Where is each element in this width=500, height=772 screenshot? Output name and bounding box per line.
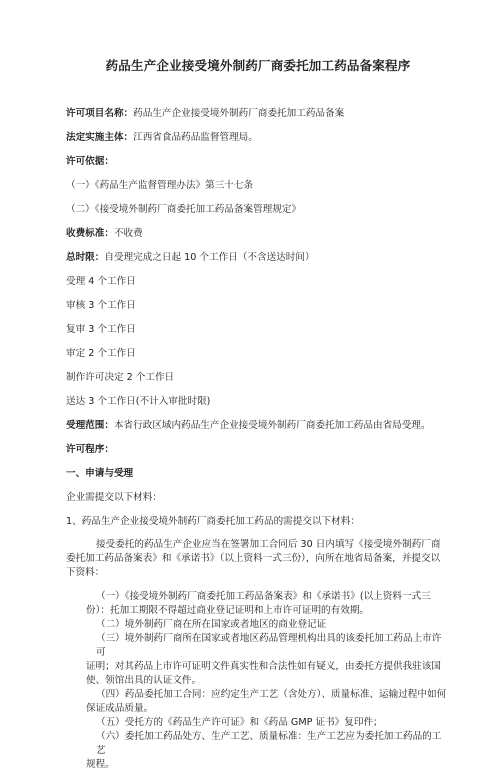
authority-value: 江西省食品药品监督管理局。: [133, 132, 258, 143]
item-name-label: 许可项目名称：: [66, 108, 134, 119]
scope-row: [66, 419, 448, 432]
basis-item-2: （二）《接受境外制药厂商委托加工药品备案管理规定》: [66, 204, 302, 215]
basis-row: [66, 155, 448, 168]
material-5-first: （五）受托方的《药品生产许可证》和《药品 GMP 证书》复印件；: [96, 717, 383, 728]
fee-row: [66, 227, 448, 240]
section-one-heading: 一、申请与受理: [66, 468, 134, 479]
procedure-heading: 许可程序：: [66, 444, 114, 455]
step-approve: 审定 2 个工作日: [66, 348, 136, 359]
materials-intro: 企业需提交以下材料：: [66, 492, 162, 503]
step-accept: 受理 4 个工作日: [66, 276, 136, 287]
material-6-rest: 规程。: [86, 759, 115, 770]
material-2-first: （二）境外制药厂商在所在国家或者地区的商业登记证: [96, 619, 327, 630]
material-4: [66, 688, 448, 716]
time-limit-label: 总时限：: [66, 252, 105, 263]
material-6-first: （六）委托加工药品处方、生产工艺、质量标准：生产工艺应为委托加工药品的工艺: [96, 731, 442, 756]
item-one: 1、药品生产企业接受境外制药厂商委托加工药品的需提交以下材料：: [66, 516, 360, 527]
item-one-paragraph: 接受委托的药品生产企业应当在签署加工合同后 30 日内填写《接受境外制药厂商委托加工药品备案表》和《承诺书》（以上资料一式三份），向所在地省局备案，并提交以下资料：: [66, 539, 441, 578]
step-decision: 制作许可决定 2 个工作日: [66, 372, 175, 383]
materials-list: [66, 590, 448, 772]
step-delivery: 送达 3 个工作日(不计入审批时限): [66, 396, 211, 407]
time-limit-value: 自受理完成之日起 10 个工作日（不含送达时间）: [104, 252, 315, 263]
fee-value: 不收费: [113, 228, 143, 239]
material-4-first: （四）药品委托加工合同：应约定生产工艺（含处方）、质量标准、运输过程中如何: [96, 689, 447, 700]
material-6: [66, 730, 448, 772]
time-limit-row: [66, 251, 448, 264]
material-5: [66, 716, 448, 730]
material-4-rest: 保证成品质量。: [86, 703, 154, 714]
document-title: 药品生产企业接受境外制药厂商委托加工药品备案程序: [105, 58, 411, 73]
authority-row: [66, 131, 448, 144]
scope-label: 受理范围：: [66, 420, 114, 431]
basis-label: 许可依据：: [66, 156, 114, 167]
step-review: 审核 3 个工作日: [66, 300, 136, 311]
fee-label: 收费标准：: [66, 228, 114, 239]
basis-item-1: （一）《药品生产监督管理办法》第三十七条: [66, 180, 254, 191]
scope-value: 本省行政区域内药品生产企业接受境外制药厂商委托加工药品由省局受理。: [113, 420, 431, 431]
material-2: [66, 618, 448, 632]
item-name-row: [66, 107, 448, 120]
material-1-first: （一）《接受境外制药厂商委托加工药品备案表》和《承诺书》(以上资料一式三: [96, 591, 431, 602]
step-recheck: 复审 3 个工作日: [66, 324, 136, 335]
item-name-value: 药品生产企业接受境外制药厂商委托加工药品备案: [133, 108, 345, 119]
authority-label: 法定实施主体：: [66, 132, 134, 143]
material-3: [66, 632, 448, 688]
material-1: [66, 590, 448, 618]
material-3-first: （三）境外制药厂商所在国家或者地区药品管理机构出具的该委托加工药品上市许可: [96, 633, 442, 658]
material-1-rest: 份）：托加工期限不得超过商业登记证明和上市许可证明的有效期。: [86, 605, 370, 616]
material-3-rest: 证明；对其药品上市许可证明文件真实性和合法性如有疑义，由委托方提供我驻该国使、领馆出具的认证文件。: [86, 661, 441, 686]
